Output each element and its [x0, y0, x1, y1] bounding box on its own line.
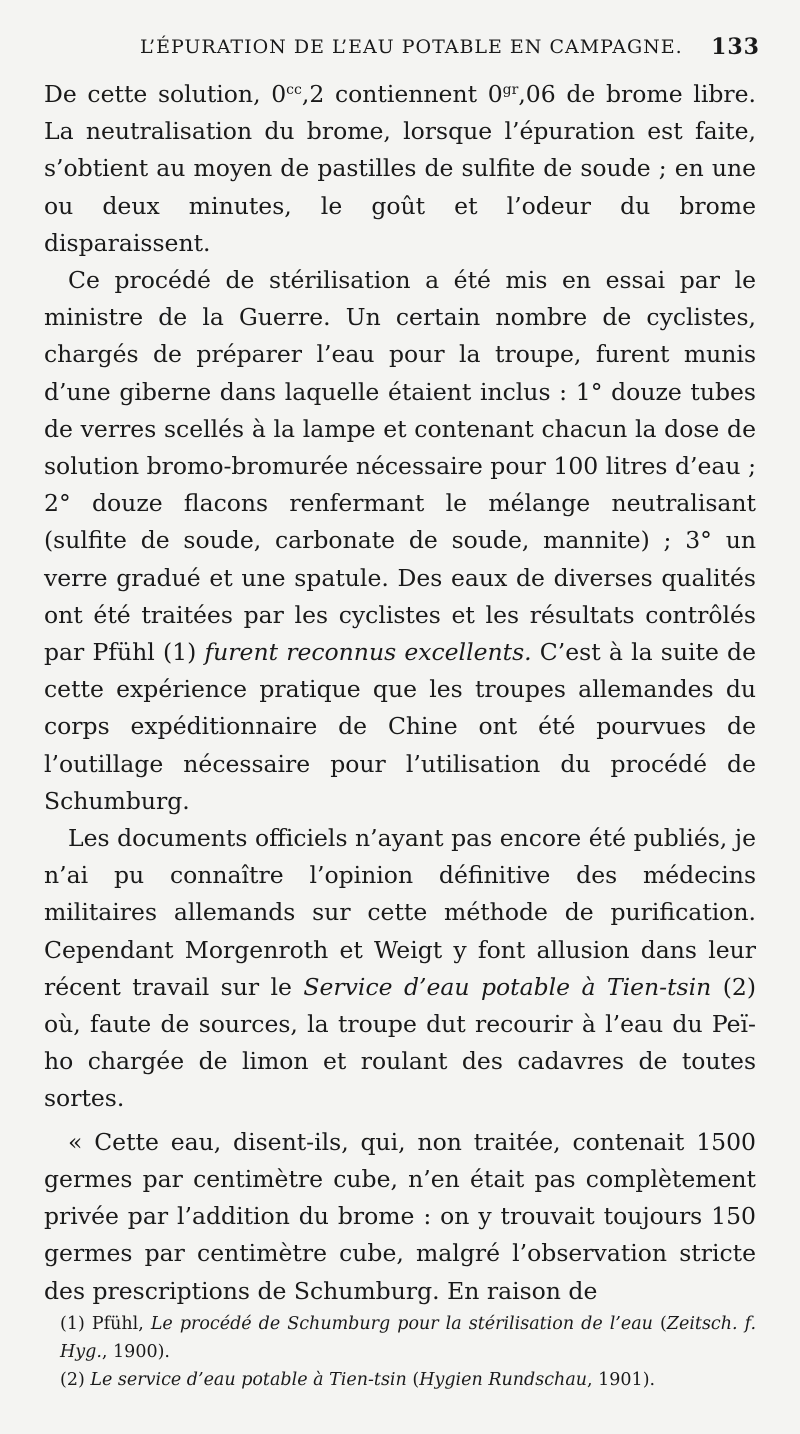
text-run: Les documents officiels n’ayant pas encore été publiés, je n’ai pu connaître l’opinion définitive des médecins militaires allemands sur cette méthode de purification. Cependant Morgenroth et Weigt y font allusion dans leur récent travail sur le [44, 824, 756, 1001]
running-title: L’ÉPURATION DE L’EAU POTABLE EN CAMPAGNE. [140, 36, 683, 58]
italic-text: Le service d’eau potable à Tien-tsin [90, 1370, 407, 1390]
italic-text: Hygien Rundschau [419, 1370, 588, 1390]
footnotes [60, 1310, 756, 1394]
italic-text: Service d’eau potable à Tien-tsin [303, 972, 712, 1001]
text-run: « Cette eau, disent-ils, qui, non traitée, contenait 1500 germes par centimètre cube, n’en était pas complètement privée par l’addition du brome : on y trouvait toujours 150 germes par centimètre cube, malgré l’observation stricte des prescriptions de Schumburg. En raison de [44, 1127, 756, 1305]
text-run: ,06 de brome libre. La neutralisation du brome, lorsque l’épuration est faite, s’obtient au moyen de pastilles de sulfite de soude ; en une ou deux minutes, le goût et l’odeur du brome disparaissent. [44, 80, 756, 257]
italic-text: furent reconnus excellents. [204, 638, 532, 667]
text-run: , 1900). [101, 1342, 170, 1362]
paragraph [44, 820, 756, 1118]
text-run: ( [652, 1314, 667, 1334]
text-run: Ce procédé de stérilisation a été mis en essai par le ministre de la Guerre. Un certain nombre de cyclistes, chargés de préparer l’eau pour la troupe, furent munis d’une giberne dans laquelle étaient inclus : 1° douze tubes de verres scellés à la lampe et contenant chacun la dose de solution bromo-bromurée nécessaire pour 100 litres d’eau ; 2° douze flacons renfermant le mélange neutralisant (sulfite de soude, carbonate de soude, mannite) ; 3° un verre gradué et une spatule. Des eaux de diverses qualités ont été traitées par les cyclistes et les résultats contrôlés par Pfühl (1) [44, 266, 756, 667]
footnote [60, 1310, 756, 1366]
paragraph [44, 76, 756, 262]
italic-text: Le procédé de Schumburg pour la stérilisation de l’eau [150, 1314, 653, 1334]
superscript: cc [286, 82, 302, 98]
text-run: (1) Pfühl, [60, 1314, 151, 1334]
text-run: , 1901). [587, 1370, 656, 1390]
text-run: ( [406, 1370, 420, 1390]
page-number: 133 [711, 34, 760, 60]
body-text [44, 76, 756, 1310]
footnote [60, 1366, 756, 1394]
paragraph [44, 1124, 756, 1310]
text-run: (2) [60, 1370, 91, 1390]
superscript: gr [502, 82, 519, 98]
text-run: (2) où, faute de sources, la troupe dut recourir à l’eau du Peï-ho chargée de limon et roulant des cadavres de toutes sortes. [44, 972, 757, 1113]
text-run: ,2 contiennent 0 [301, 80, 503, 108]
italic-text: Zeitsch. f. Hyg. [60, 1314, 757, 1362]
text-run: De cette solution, 0 [44, 80, 287, 108]
paragraph [44, 262, 756, 820]
running-header [140, 36, 760, 68]
text-run: C’est à la suite de cette expérience pratique que les troupes allemandes du corps expéditionnaire de Chine ont été pourvues de l’outillage nécessaire pour l’utilisation du procédé de Schumburg. [44, 638, 757, 815]
